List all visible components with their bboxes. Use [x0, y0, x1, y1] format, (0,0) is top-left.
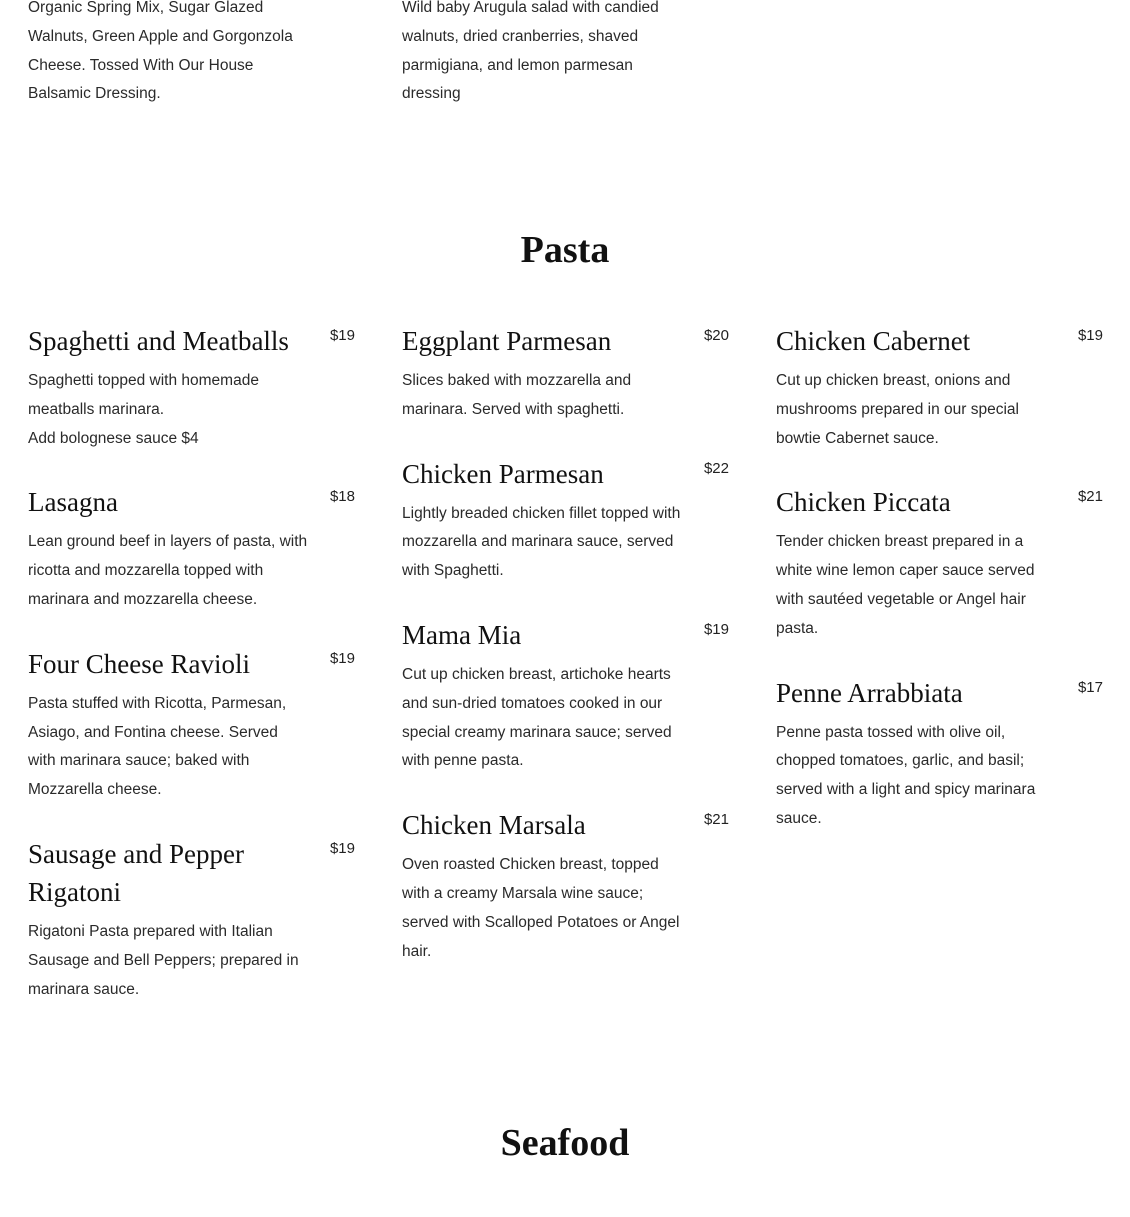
section-title-seafood: Seafood: [500, 1122, 630, 1164]
menu-item-description: Oven roasted Chicken breast, topped with a creamy Marsala wine sauce; served with Scalloped Potatoes or Angel hair.: [402, 856, 680, 960]
menu-item-name: Chicken Piccata: [776, 487, 951, 518]
menu-item-price: $17: [1077, 678, 1103, 696]
menu-item-description: Rigatoni Pasta prepared with Italian Sausage and Bell Peppers; prepared in marinara sauce.: [28, 922, 299, 998]
menu-item: [402, 806, 729, 966]
menu-item-name: Mama Mia: [402, 619, 522, 650]
menu-item-name: Four Cheese Ravioli: [28, 648, 250, 679]
menu-item: [776, 322, 1103, 453]
menu-item-price: $19: [329, 327, 355, 344]
menu-item-price: $19: [329, 839, 355, 857]
menu-item-description: Lightly breaded chicken fillet topped with mozzarella and marinara sauce, served with Spaghetti.: [402, 504, 681, 580]
salad-item-description: Wild baby Arugula salad with candied walnuts, dried cranberries, shaved parmigiana, and lemon parmesan dressing: [402, 0, 659, 103]
menu-item-price: $19: [1077, 327, 1103, 344]
menu-item-price: $19: [329, 649, 355, 667]
menu-item: [402, 322, 729, 425]
menu-item: [402, 455, 729, 586]
section-title-pasta: Pasta: [520, 229, 610, 271]
pasta-column-3: [776, 322, 1103, 864]
menu-item-description: Penne pasta tossed with olive oil, chopped tomatoes, garlic, and basil; served with a light and spicy marinara sauce.: [776, 723, 1036, 827]
menu-item-description: Pasta stuffed with Ricotta, Parmesan, Asiago, and Fontina cheese. Served with marinara sauce; baked with Mozzarella cheese.: [28, 694, 287, 799]
menu-item-name: Sausage and Pepper Rigatoni: [28, 838, 244, 907]
menu-item-name: Penne Arrabbiata: [776, 677, 963, 708]
menu-item-name: Spaghetti and Meatballs: [28, 326, 289, 356]
menu-item-description: Slices baked with mozzarella and marinara. Served with spaghetti.: [402, 372, 632, 418]
menu-item-price: $20: [703, 327, 729, 344]
menu-item: [28, 483, 355, 614]
menu-item-description: Cut up chicken breast, onions and mushrooms prepared in our special bowtie Cabernet sauce.: [776, 372, 1019, 447]
menu-item-description: Tender chicken breast prepared in a white wine lemon caper sauce served with sautéed vegetable or Angel hair pasta.: [776, 533, 1035, 637]
menu-item-price: $18: [329, 488, 355, 506]
menu-item-description: Spaghetti topped with homemade meatballs marinara.: [28, 372, 259, 418]
menu-item-price: $19: [703, 620, 729, 638]
menu-item: [402, 616, 729, 776]
menu-item-name: Chicken Cabernet: [776, 326, 971, 356]
menu-item-price: $21: [1077, 488, 1103, 506]
pasta-column-1: [28, 322, 355, 1034]
menu-item: [28, 645, 355, 805]
menu-item-price: $21: [703, 811, 729, 829]
salad-item-description: Organic Spring Mix, Sugar Glazed Walnuts, Green Apple and Gorgonzola Cheese. Tossed With Our House Balsamic Dressing.: [28, 0, 293, 103]
menu-item-description: Cut up chicken breast, artichoke hearts and sun-dried tomatoes cooked in our special creamy marinara sauce; served with penne pasta.: [402, 665, 672, 770]
pasta-column-2: [402, 322, 729, 996]
menu-item-name: Chicken Marsala: [402, 810, 586, 841]
menu-item: [28, 835, 355, 1004]
menu-item: [776, 483, 1103, 643]
menu-item-name: Chicken Parmesan: [402, 458, 604, 489]
menu-item: [776, 674, 1103, 834]
menu-item-name: Lasagna: [28, 487, 118, 518]
menu-item: [28, 322, 355, 453]
menu-item-description: Lean ground beef in layers of pasta, with ricotta and mozzarella topped with marinara and mozzarella cheese.: [28, 533, 308, 608]
menu-item-name: Eggplant Parmesan: [402, 326, 612, 356]
menu-item-price: $22: [703, 459, 729, 477]
menu-item-extra: Add bolognese sauce $4: [28, 429, 199, 447]
